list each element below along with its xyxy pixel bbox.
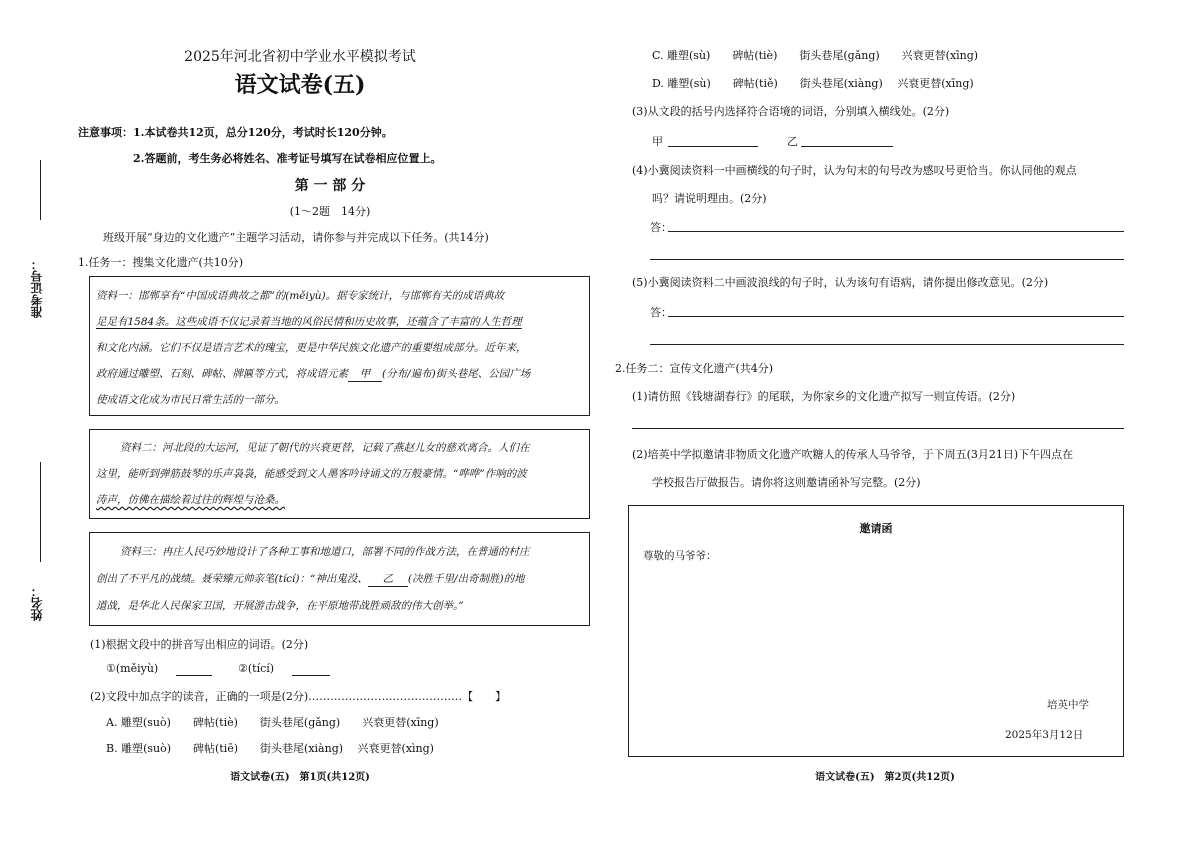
name-line <box>40 462 41 562</box>
part-subtitle: (1～2题 14分) <box>289 205 371 218</box>
question-1-prompt: (1)根据文段中的拼音写出相应的词语。(2分) <box>90 638 309 651</box>
option-a[interactable]: A. 雕塑(suò) 碑帖(tiè) 街头巷尾(gǎng) 兴衰更替(xīng) <box>106 716 439 729</box>
answer-line-tici[interactable] <box>292 675 330 676</box>
paper-title: 语文试卷(五) <box>234 72 366 98</box>
material-three-line-2 <box>96 565 525 594</box>
question-1-b: ②(tící) <box>238 662 275 675</box>
material-one-line-1: 资料一：邯郸享有“中国成语典故之都”的(měiyù)。据专家统计，与邯郸有关的成语典故 <box>96 290 505 302</box>
option-c[interactable]: C. 雕塑(sù) 碑帖(tiè) 街头巷尾(gǎng) 兴衰更替(xīng) <box>652 49 979 62</box>
option-b[interactable]: B. 雕塑(suò) 碑帖(tiē) 街头巷尾(xiàng) 兴衰更替(xìng) <box>106 742 434 755</box>
material-one-line-5: 使成语文化成为市民日常生活的一部分。 <box>96 394 285 406</box>
question-3-yi-line[interactable] <box>801 146 893 147</box>
blank-jia: 甲 <box>348 367 382 382</box>
task-2-question-2-line-1: (2)培英中学拟邀请非物质文化遗产吹糖人的传承人马爷爷，于下周五(3月21日)下午四点在 <box>632 448 1074 461</box>
option-d[interactable]: D. 雕塑(sù) 碑帖(tiě) 街头巷尾(xiàng) 兴衰更替(xīng) <box>652 77 974 90</box>
notice-line-1: 注意事项：1.本试卷共12页，总分120分，考试时长120分钟。 <box>78 126 393 139</box>
material-three-line-2-end: (决胜千里/出奇制胜)的地 <box>407 573 525 585</box>
material-one-line-4 <box>96 360 530 389</box>
task-2-question-2-line-2: 学校报告厅做报告。请你将这则邀请函补写完整。(2分) <box>652 476 921 489</box>
question-4-answer-line-1[interactable] <box>668 231 1124 232</box>
material-three-line-3: 道战，是华北人民保家卫国，开展游击战争，在平原地带战胜顽敌的伟大创举。” <box>96 600 464 612</box>
material-two-line-1: 资料二：河北段的大运河，见证了朝代的兴衰更替，记载了燕赵儿女的慈欢离合。人们在 <box>120 442 530 454</box>
invitation-signature: 培英中学 <box>1047 699 1089 711</box>
answer-line-meiyu[interactable] <box>176 675 212 676</box>
question-1-a: ①(měiyù) <box>106 662 159 675</box>
question-4-answer-label: 答： <box>650 221 672 234</box>
page-2-footer: 语文试卷(五) 第2页(共12页) <box>815 772 955 783</box>
material-one-line-2: 足足有1584条。这些成语不仅记录着当地的风俗民情和历史故事，还蕴含了丰富的人生哲理 <box>96 316 522 328</box>
question-5-answer-line-2[interactable] <box>650 344 1124 345</box>
material-one-line-4-end: (分布/遍布)街头巷尾、公园广场 <box>382 368 531 380</box>
blank-yi: 乙 <box>368 572 408 587</box>
question-3-prompt: (3)从文段的括号内选择符合语境的词语，分别填入横线处。(2分) <box>632 105 950 118</box>
task-one-heading: 1.任务一：搜集文化遗产(共10分) <box>78 256 244 269</box>
question-4-line-1: (4)小冀阅读资料一中画横线的句子时，认为句末的句号改为感叹号更恰当。你认同他的观点 <box>632 164 1077 177</box>
activity-intro: 班级开展“身边的文化遗产”主题学习活动，请你参与并完成以下任务。(共14分) <box>103 231 489 244</box>
material-three-line-2-start: 创出了不平凡的战绩。聂荣臻元帅亲笔(tící)：“神出鬼没、 <box>96 573 368 585</box>
material-one-line-3: 和文化内涵。它们不仅是语言艺术的瑰宝，更是中华民族文化遗产的重要组成部分。近年来， <box>96 342 527 354</box>
task-two-heading: 2.任务二：宣传文化遗产(共4分) <box>615 362 774 375</box>
material-one-line-4-start: 政府通过雕塑、石刻、碑帖、牌匾等方式，将成语元素 <box>96 368 348 380</box>
material-two-line-3: 涛声，仿佛在描绘着过往的辉煌与沧桑。 <box>96 494 285 506</box>
question-5-answer-label: 答： <box>650 306 672 319</box>
invitation-greeting: 尊敬的马爷爷： <box>643 550 717 562</box>
question-4-line-2: 吗？请说明理由。(2分) <box>652 192 767 205</box>
name-label: 姓名： <box>30 585 44 621</box>
question-5-answer-line-1[interactable] <box>668 316 1124 317</box>
question-4-answer-line-2[interactable] <box>650 259 1124 260</box>
question-3-jia-line[interactable] <box>668 146 758 147</box>
admission-number-label: 准考证号： <box>30 258 44 318</box>
question-5-prompt: (5)小冀阅读资料二中画波浪线的句子时，认为该句有语病，请你提出修改意见。(2分) <box>632 276 1049 289</box>
question-3-jia-label: 甲 <box>652 135 663 148</box>
invitation-title: 邀请函 <box>859 522 893 535</box>
part-title: 第 一 部 分 <box>294 178 366 194</box>
question-2-prompt: (2)文段中加点字的读音，正确的一项是(2分)……………………………………【 】 <box>90 690 507 703</box>
notice-line-2: 2.答题前，考生务必将姓名、准考证号填写在试卷相应位置上。 <box>133 152 442 165</box>
invitation-date: 2025年3月12日 <box>1005 729 1084 741</box>
exam-title: 2025年河北省初中学业水平模拟考试 <box>184 49 416 65</box>
material-two-line-2: 这里，能听到弹筋鼓琴的乐声袅袅，能感受到文人墨客吟诗诵文的万般豪情。“哗哗”作响的波 <box>96 468 527 480</box>
question-3-yi-label: 乙 <box>787 135 798 148</box>
material-three-line-1: 资料三：冉庄人民巧妙地设计了各种工事和地道口，部署不同的作战方法，在普通的村庄 <box>120 546 530 558</box>
task-2-answer-line[interactable] <box>632 428 1124 429</box>
page-1-footer: 语文试卷(五) 第1页(共12页) <box>230 772 370 783</box>
task-2-question-1: (1)请仿照《钱塘湖春行》的尾联，为你家乡的文化遗产拟写一则宣传语。(2分) <box>632 390 1016 403</box>
invitation-box[interactable] <box>628 505 1124 757</box>
